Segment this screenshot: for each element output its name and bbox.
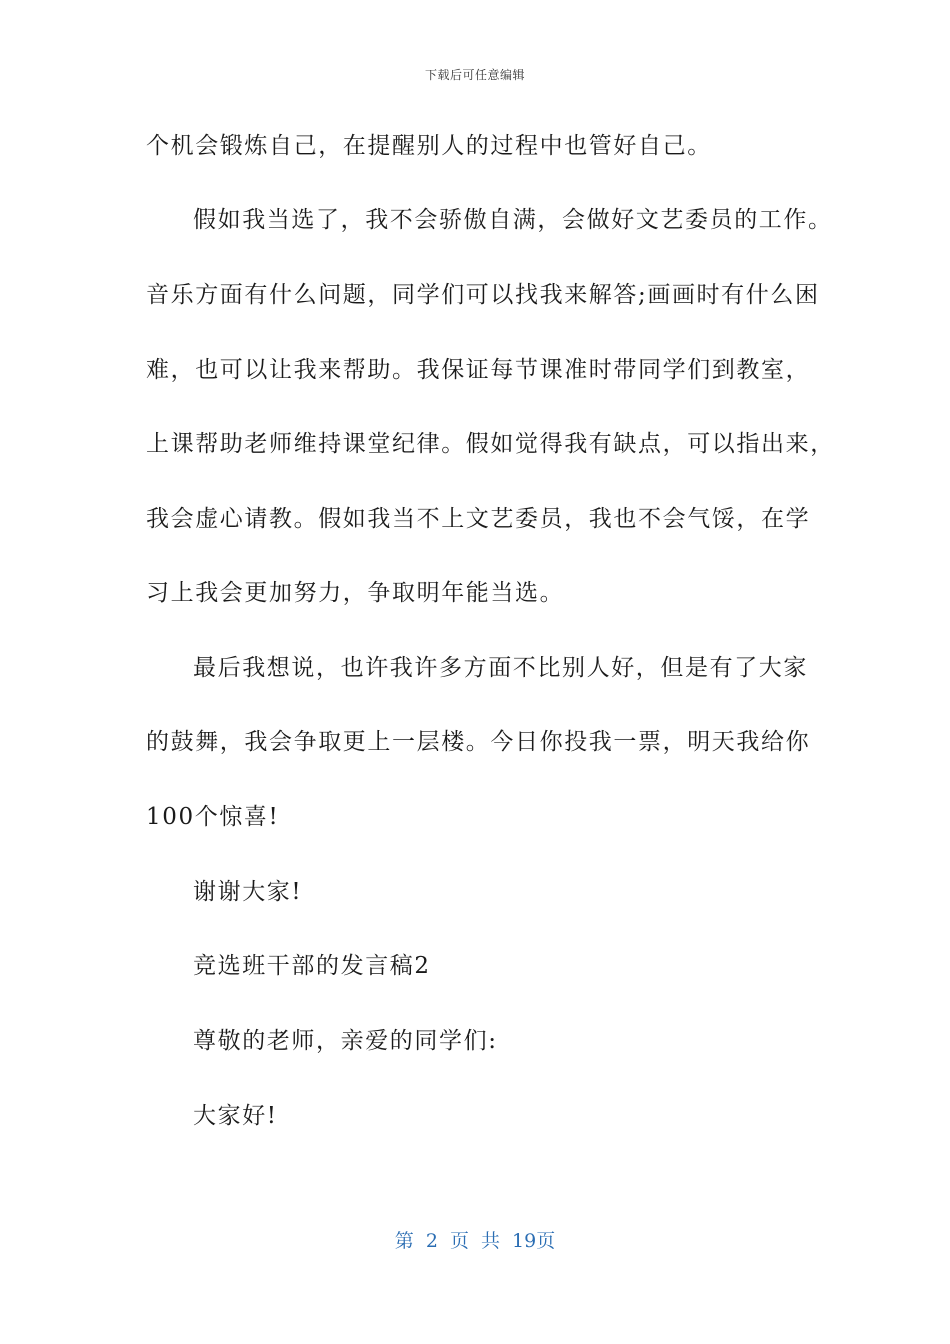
body-line: 谢谢大家! — [193, 879, 303, 905]
body-line: 音乐方面有什么问题，同学们可以找我来解答;画画时有什么困 — [146, 282, 820, 308]
body-line: 的鼓舞，我会争取更上一层楼。今日你投我一票，明天我给你 — [146, 729, 811, 755]
body-line: 假如我当选了，我不会骄傲自满，会做好文艺委员的工作。 — [193, 207, 833, 233]
section-title: 竞选班干部的发言稿2 — [193, 953, 431, 979]
body-line: 100个惊喜! — [146, 804, 280, 830]
body-line: 难，也可以让我来帮助。我保证每节课准时带同学们到教室， — [146, 357, 811, 383]
body-line: 个机会锻炼自己，在提醒别人的过程中也管好自己。 — [146, 133, 712, 159]
body-line: 习上我会更加努力，争取明年能当选。 — [146, 580, 565, 606]
body-line: 尊敬的老师，亲爱的同学们: — [193, 1028, 498, 1054]
body-line: 最后我想说，也许我许多方面不比别人好，但是有了大家 — [193, 655, 808, 681]
page-footer: 第 2 页 共 19页 — [394, 1230, 556, 1252]
page-header: 下载后可任意编辑 — [424, 68, 525, 82]
body-line: 上课帮助老师维持课堂纪律。假如觉得我有缺点，可以指出来， — [146, 431, 835, 457]
body-line: 大家好! — [193, 1103, 278, 1129]
body-line: 我会虚心请教。假如我当不上文艺委员，我也不会气馁，在学 — [146, 506, 811, 532]
